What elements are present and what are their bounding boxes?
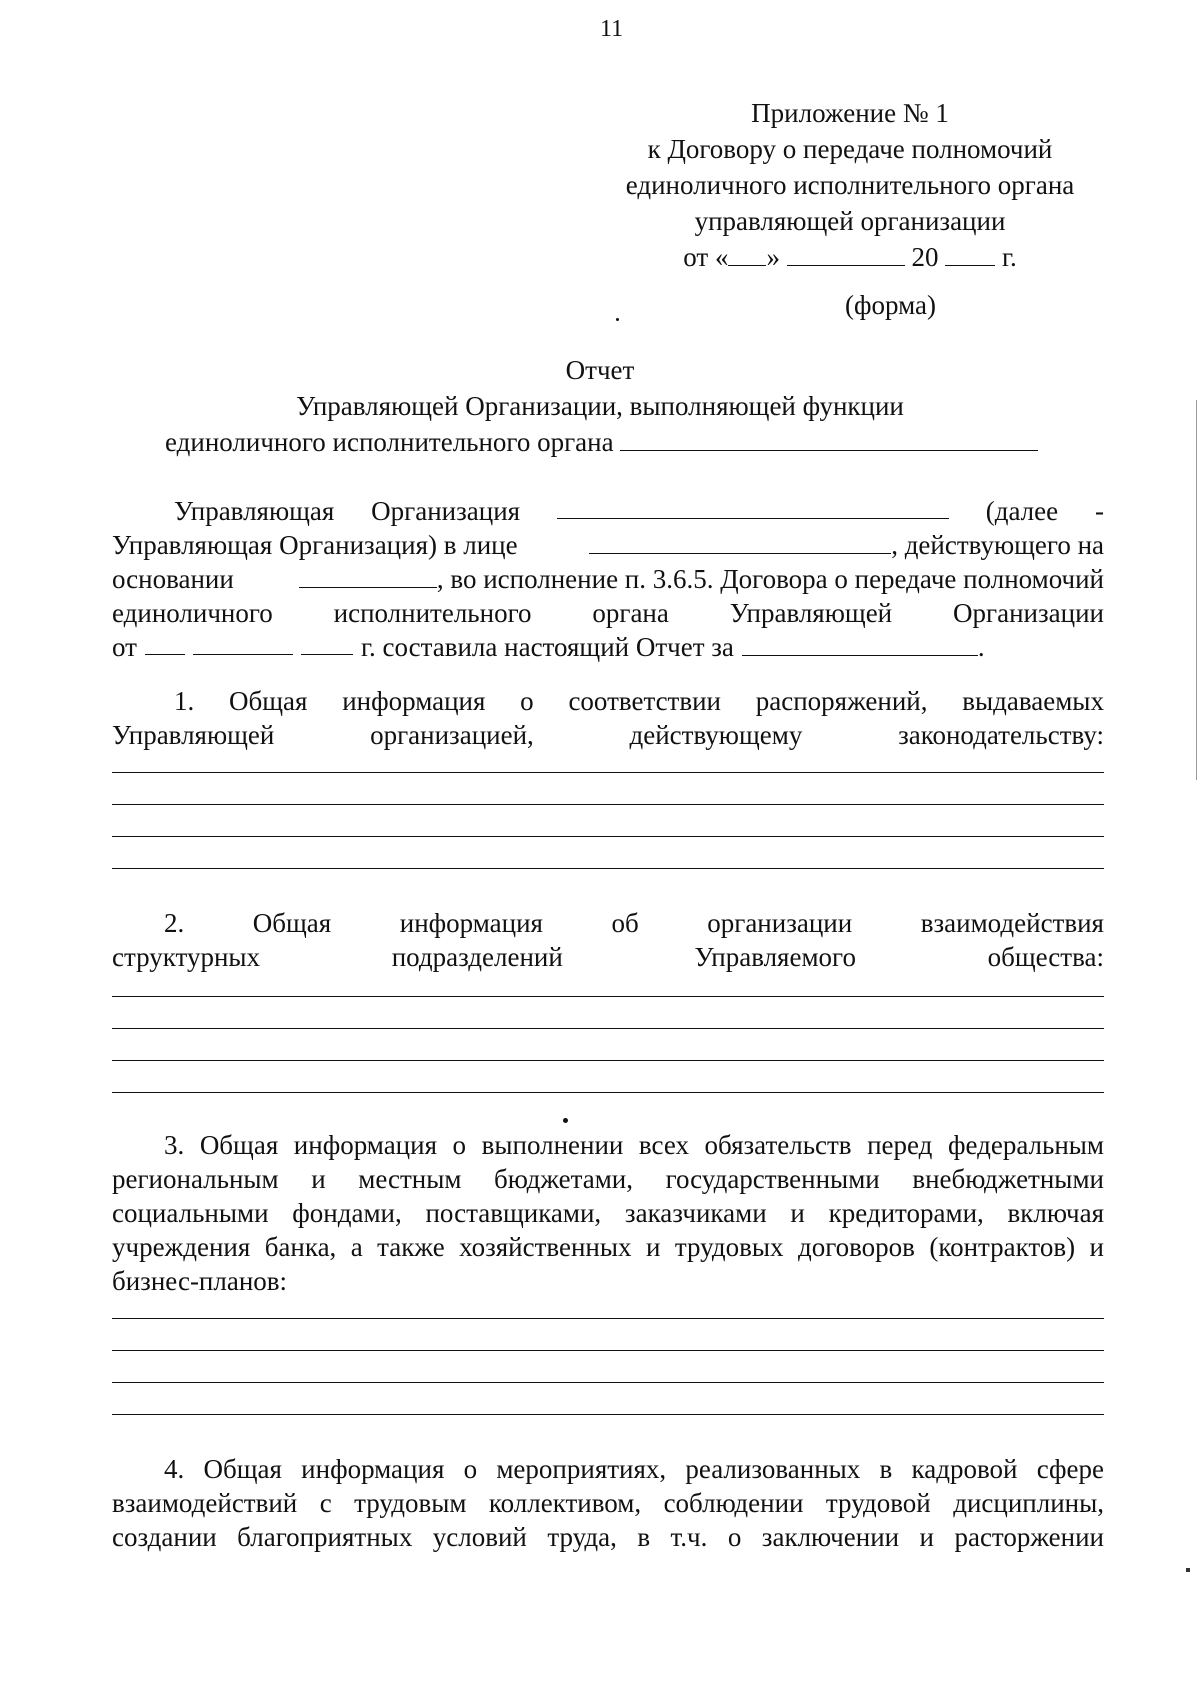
section-4-line-1: 4. Общая информация о мероприятиях, реализованных в кадровой сфере (164, 1454, 1104, 1484)
section-4-line-2: взаимодействий с трудовым коллективом, соблюдении трудовой дисциплины, (112, 1488, 1104, 1518)
s1-word: организацией, (370, 720, 534, 750)
scan-speck (616, 318, 619, 321)
s2-word: 2. (164, 908, 185, 938)
date-prefix: от « (683, 242, 729, 272)
s1-word: о (520, 686, 534, 716)
section-1-answer-line[interactable] (112, 836, 1104, 837)
section-3-line-1: 3. Общая информация о выполнении всех обязательств перед федеральным (164, 1130, 1104, 1160)
appendix-line-3: единоличного исполнительного органа (625, 170, 1075, 200)
intro-line-5 (112, 630, 1104, 664)
date-day-blank[interactable] (728, 241, 766, 266)
s2-word: об (611, 908, 639, 938)
section-3-answer-line[interactable] (112, 1382, 1104, 1383)
contract-month-blank[interactable] (193, 630, 293, 655)
section-2-answer-line[interactable] (112, 996, 1104, 997)
s2-word: взаимодействия (920, 908, 1104, 938)
s1-word: законодательству: (898, 720, 1104, 750)
s1-word: 1. (174, 686, 195, 716)
intro-word: исполнительного (333, 598, 532, 628)
s2-word: Управляемого (694, 942, 856, 972)
intro-text: . (977, 632, 985, 662)
report-title (0, 352, 1200, 424)
date-year: 20 (911, 242, 939, 272)
page-number: 11 (600, 16, 624, 42)
date-year-blank[interactable] (945, 241, 995, 266)
section-1 (112, 684, 1104, 752)
section-2-answer-line[interactable] (112, 1028, 1104, 1029)
s1-word: Общая (229, 686, 308, 716)
section-3-line-4: учреждения банка, а также хозяйственных и трудовых договоров (контрактов) и (112, 1232, 1104, 1262)
section-1-line-1 (112, 684, 1104, 718)
section-4 (112, 1452, 1104, 1554)
section-1-answer-line[interactable] (112, 772, 1104, 773)
basis-blank[interactable] (299, 563, 437, 588)
intro-word: органа (592, 598, 669, 628)
s2-word: подразделений (391, 942, 563, 972)
intro-text: основании (112, 564, 234, 594)
section-2-line-2 (112, 940, 1104, 974)
section-3-line-2: региональным и местным бюджетами, государственными внебюджетными (112, 1164, 1104, 1194)
section-2-answer-line[interactable] (112, 1060, 1104, 1061)
s1-word: выдаваемых (962, 686, 1104, 716)
section-3-answer-line[interactable] (112, 1414, 1104, 1415)
s1-word: информация (342, 686, 486, 716)
intro-line-3 (112, 562, 1104, 596)
organ-name-blank[interactable] (620, 426, 1038, 451)
report-title-line-2: Управляющей Организации, выполняющей функции (296, 391, 904, 421)
intro-line-2 (112, 528, 1104, 562)
s2-word: информация (399, 908, 543, 938)
section-1-answer-line[interactable] (112, 868, 1104, 869)
appendix-date-line (600, 239, 1100, 275)
intro-word: Организация (371, 496, 521, 526)
section-3-line-3: социальными фондами, поставщиками, заказчиками и кредиторами, включая (112, 1198, 1104, 1228)
appendix-header (600, 95, 1100, 275)
contract-year-blank[interactable] (301, 630, 353, 655)
s1-word: распоряжений, (755, 686, 928, 716)
report-title-line-3 (165, 424, 1038, 460)
section-1-answer-line[interactable] (112, 804, 1104, 805)
intro-word: Организации (953, 598, 1104, 628)
report-title-line-3-text: единоличного исполнительного органа (165, 427, 614, 457)
org-name-blank[interactable] (557, 494, 949, 519)
s1-word: Управляющей (112, 720, 275, 750)
scan-margin-line (1196, 400, 1197, 780)
intro-line-4 (112, 596, 1104, 630)
intro-word: Управляющей (729, 598, 893, 628)
s2-word: организации (707, 908, 853, 938)
section-2 (112, 906, 1104, 974)
appendix-line-2: к Договору о передаче полномочий (647, 134, 1053, 164)
contract-day-blank[interactable] (145, 630, 185, 655)
date-suffix: г. (1001, 242, 1017, 272)
s2-word: общества: (987, 942, 1104, 972)
report-title-line-1: Отчет (565, 355, 635, 385)
intro-text: , действующего на (891, 530, 1104, 560)
report-period-blank[interactable] (742, 631, 978, 656)
s1-word: соответствии (568, 686, 721, 716)
intro-text: , во исполнение п. 3.6.5. Договора о передаче полномочий (436, 564, 1104, 594)
section-3-answer-line[interactable] (112, 1350, 1104, 1351)
appendix-line-4: управляющей организации (694, 206, 1006, 236)
scan-speck (1186, 1568, 1190, 1572)
intro-word: - (1094, 496, 1104, 526)
intro-word: (далее (985, 496, 1059, 526)
date-month-blank[interactable] (787, 241, 905, 266)
section-3-answer-line[interactable] (112, 1318, 1104, 1319)
section-4-line-3: создании благоприятных условий труда, в т.ч. о заключении и расторжении (112, 1522, 1104, 1552)
s2-word: Общая (252, 908, 332, 938)
section-3 (112, 1128, 1104, 1298)
section-1-line-2 (112, 718, 1104, 752)
section-2-line-1 (112, 906, 1104, 940)
intro-word: Управляющая (174, 496, 335, 526)
date-mid: » (766, 242, 780, 272)
appendix-line-1: Приложение № 1 (751, 98, 949, 128)
form-label: (форма) (845, 290, 936, 320)
intro-text: Управляющая Организация) в лице (112, 530, 518, 560)
s1-word: действующему (629, 720, 803, 750)
intro-word: единоличного (112, 598, 273, 628)
intro-text: г. составила настоящий Отчет за (360, 632, 734, 662)
scan-speck (563, 1118, 568, 1123)
section-2-answer-line[interactable] (112, 1092, 1104, 1093)
intro-line-1 (112, 494, 1104, 528)
s2-word: структурных (112, 942, 261, 972)
intro-text: от (112, 632, 137, 662)
section-3-line-5: бизнес-планов: (112, 1266, 288, 1296)
intro-paragraph (112, 494, 1104, 664)
representative-blank[interactable] (589, 529, 891, 554)
